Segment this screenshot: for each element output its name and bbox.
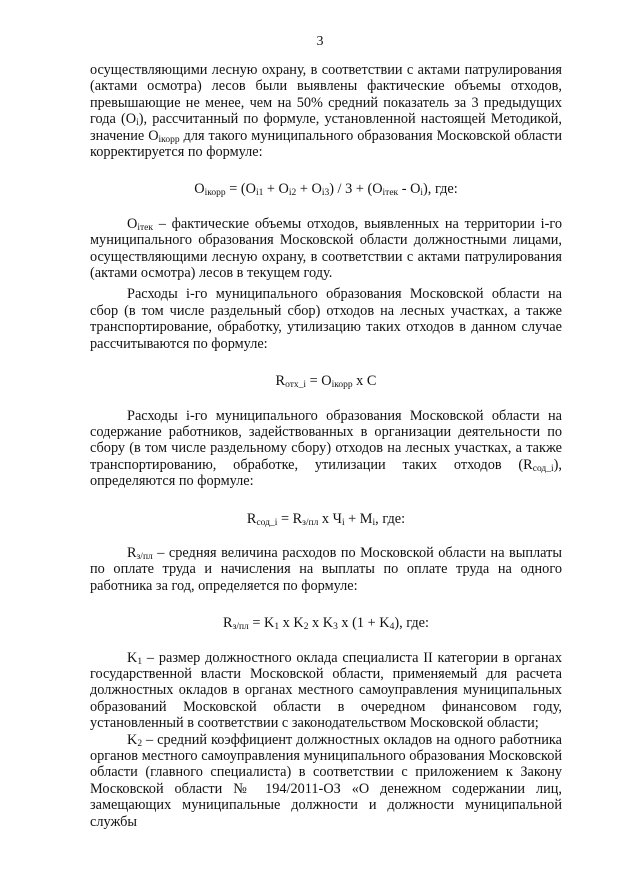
formula-part: + M bbox=[344, 510, 373, 527]
subscript: iтек bbox=[382, 188, 399, 199]
formula-part: x Ч bbox=[318, 510, 342, 527]
formula-part: ) / 3 + (O bbox=[329, 181, 383, 198]
subscript: i3 bbox=[321, 188, 330, 199]
formula-part: x C bbox=[352, 373, 377, 390]
formula-part: + O bbox=[296, 181, 322, 198]
paragraph-2 bbox=[90, 216, 562, 282]
subscript: отх_i bbox=[285, 380, 307, 391]
paragraph-6 bbox=[90, 650, 562, 732]
formula-part: R bbox=[223, 615, 233, 632]
formula-part: R bbox=[246, 510, 257, 527]
formula-part: - O bbox=[398, 181, 421, 198]
formula-part: = (O bbox=[225, 181, 256, 198]
subscript: i1 bbox=[255, 188, 264, 199]
subscript: сод_i bbox=[532, 463, 554, 474]
formula-part: = K bbox=[248, 615, 275, 632]
formula-part: , где: bbox=[375, 510, 406, 527]
formula-part: = R bbox=[277, 510, 303, 527]
page-number: 3 bbox=[316, 34, 324, 49]
subscript: 1 bbox=[274, 622, 280, 633]
formula-part: x (1 + K bbox=[337, 615, 390, 632]
paragraph-1 bbox=[90, 62, 562, 160]
subscript: з/пл bbox=[136, 551, 153, 562]
formula-part: + O bbox=[263, 181, 289, 198]
paragraph-4 bbox=[90, 408, 562, 490]
paragraph-7 bbox=[90, 732, 562, 830]
paragraph-4-text-a: Расходы i-го муниципального образования Московской области на содержание работников, задействованных в организации деятельности по сбору (в том числе раздельному сбору) отходов на лесных участках, а также транспортированию, обработке, утилизации таких отходов (R bbox=[90, 407, 562, 473]
formula-o-corrected bbox=[90, 181, 562, 197]
document-body bbox=[90, 62, 562, 830]
formula-r-waste bbox=[90, 373, 562, 389]
subscript: 4 bbox=[389, 622, 395, 633]
paragraph-4-text-b: ), определяются по формуле: bbox=[90, 456, 562, 490]
subscript: з/пл bbox=[302, 517, 319, 528]
paragraph-6-text: – размер должностного оклада специалиста II категории в органах государственной власти Московской области, применяемый для расчета должностных окладов в органах местного самоуправления муниципальных образований Московской области в очередном финансовом году, установленный в соответствии с законодательством Московской области; bbox=[90, 649, 562, 732]
paragraph-2-text: – фактические объемы отходов, выявленных на территории i-го муниципального образования Московской области должностными лицами, осуществляющими лесную охрану, в соответствии с актами патрулирования (актами осмотра) лесов в текущем году. bbox=[90, 215, 562, 282]
paragraph-1-text-b: ), рассчитанный по формуле, установленной настоящей Методикой, значение O bbox=[90, 111, 562, 144]
symbol: K bbox=[127, 731, 138, 748]
formula-part: x K bbox=[279, 615, 304, 632]
subscript: iкорр bbox=[158, 134, 180, 145]
formula-part: ), где: bbox=[423, 181, 458, 198]
subscript: i bbox=[372, 517, 376, 528]
subscript: i2 bbox=[288, 188, 297, 199]
subscript: iтек bbox=[137, 222, 153, 233]
paragraph-1-text-a: осуществляющими лесную охрану, в соответствии с актами патрулирования (актами осмотра) лесов были выявлены фактические объемы отходов, превышающие не менее, чем на 50% средний показатель за 3 предыдущих года (O bbox=[90, 62, 562, 128]
subscript: i bbox=[136, 118, 139, 129]
paragraph-1-text-c: для такого муниципального образования Московской области корректируется по формуле: bbox=[90, 127, 562, 161]
subscript: iкорр bbox=[204, 188, 226, 199]
formula-r-staff bbox=[90, 511, 562, 527]
symbol: K bbox=[127, 649, 138, 666]
subscript: 2 bbox=[137, 738, 143, 749]
subscript: 2 bbox=[303, 622, 309, 633]
formula-part: = O bbox=[306, 373, 332, 390]
subscript: 1 bbox=[137, 656, 143, 667]
formula-r-salary bbox=[90, 615, 562, 631]
paragraph-3 bbox=[90, 286, 562, 352]
symbol: O bbox=[127, 215, 138, 232]
subscript: 3 bbox=[333, 622, 338, 633]
subscript: i bbox=[420, 188, 424, 199]
paragraph-3-text: Расходы i-го муниципального образования Московской области на сбор (в том числе раздельный сбор) отходов на лесных участках, а также транспортирование, обработку, утилизацию таких отходов в данном случае рассчитываются по формуле: bbox=[90, 286, 562, 352]
subscript: з/пл bbox=[232, 622, 249, 633]
formula-part: ), где: bbox=[394, 615, 429, 632]
subscript: сод_i bbox=[256, 517, 278, 528]
paragraph-7-text: – средний коэффициент должностных окладов на одного работника органов местного самоуправления муниципального образования Московской области (главного специалиста) в соответствии с приложением к Закону Московской области № 194/2011-ОЗ «О денежном содержании лиц, замещающих муниципальные должности и должности муниципальной службы bbox=[90, 731, 562, 830]
subscript: i bbox=[341, 517, 345, 528]
paragraph-5 bbox=[90, 545, 562, 594]
subscript: iкорр bbox=[331, 380, 353, 391]
formula-part: x K bbox=[308, 615, 334, 632]
formula-part: R bbox=[275, 373, 286, 390]
symbol: R bbox=[127, 544, 137, 561]
formula-part: O bbox=[194, 181, 205, 198]
paragraph-5-text: – средняя величина расходов по Московской области на выплаты по оплате труда и начисления на выплаты по оплате труда на одного работника за год, определяется по формуле: bbox=[90, 544, 562, 594]
